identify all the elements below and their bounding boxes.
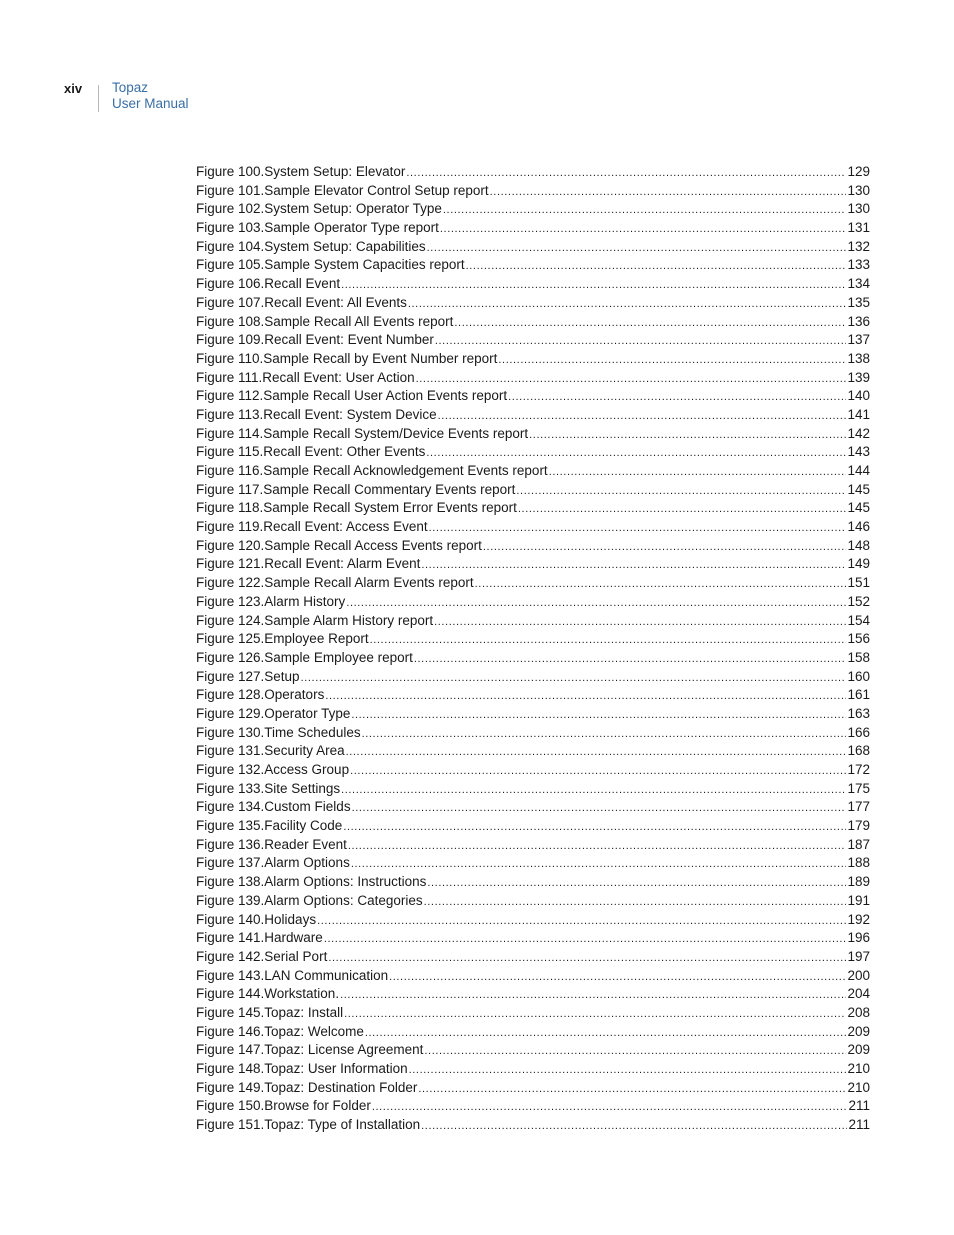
toc-entry-page-number: 163 (847, 705, 870, 721)
toc-entry-label: Figure 129.Operator Type (196, 705, 351, 721)
toc-entry-label: Figure 118.Sample Recall System Error Events report (196, 500, 517, 516)
toc-entry-label: Figure 107.Recall Event: All Events (196, 294, 407, 310)
toc-dot-leader (427, 239, 847, 257)
toc-entry-label: Figure 143.LAN Communication (196, 967, 389, 983)
running-header (112, 80, 189, 112)
toc-dot-leader (427, 874, 846, 892)
toc-entry-page-number: 138 (847, 350, 870, 366)
toc-entry-label: Figure 131.Security Area (196, 743, 345, 759)
toc-dot-leader (549, 463, 847, 481)
toc-dot-leader (324, 930, 847, 948)
toc-entry[interactable] (196, 256, 870, 275)
toc-entry-page-number: 131 (847, 220, 870, 236)
toc-entry[interactable] (196, 425, 870, 444)
toc-entry-page-number: 136 (847, 313, 870, 329)
toc-dot-leader (372, 1098, 848, 1116)
toc-dot-leader (435, 332, 847, 350)
toc-dot-leader (340, 986, 846, 1004)
toc-dot-leader (351, 855, 847, 873)
toc-entry[interactable] (196, 873, 870, 892)
toc-entry-page-number: 197 (847, 948, 870, 964)
toc-entry[interactable] (196, 387, 870, 406)
toc-dot-leader (346, 743, 847, 761)
toc-entry-page-number: 146 (847, 519, 870, 535)
toc-entry-label: Figure 139.Alarm Options: Categories (196, 892, 423, 908)
toc-entry-label: Figure 110.Sample Recall by Event Number report (196, 350, 498, 366)
page-number: xiv (64, 81, 83, 96)
toc-dot-leader (343, 818, 846, 836)
toc-entry-page-number: 161 (847, 687, 870, 703)
toc-entry-label: Figure 104.System Setup: Capabilities (196, 238, 426, 254)
toc-entry-label: Figure 128.Operators (196, 687, 325, 703)
toc-entry-page-number: 143 (847, 444, 870, 460)
toc-entry[interactable] (196, 929, 870, 948)
toc-entry[interactable] (196, 724, 870, 743)
toc-entry[interactable] (196, 761, 870, 780)
toc-entry-page-number: 168 (847, 743, 870, 759)
toc-dot-leader (440, 220, 847, 238)
toc-entry-page-number: 175 (847, 780, 870, 796)
toc-entry-page-number: 140 (847, 388, 870, 404)
toc-entry-page-number: 209 (847, 1023, 870, 1039)
toc-entry-page-number: 179 (847, 818, 870, 834)
toc-dot-leader (475, 575, 847, 593)
toc-entry-page-number: 151 (847, 575, 870, 591)
toc-entry-page-number: 145 (847, 500, 870, 516)
toc-dot-leader (426, 444, 846, 462)
toc-entry[interactable] (196, 574, 870, 593)
toc-entry-page-number: 139 (847, 369, 870, 385)
toc-entry[interactable] (196, 1116, 870, 1135)
toc-entry-page-number: 204 (847, 986, 870, 1002)
toc-entry-page-number: 187 (847, 836, 870, 852)
toc-entry[interactable] (196, 219, 870, 238)
toc-entry-page-number: 166 (847, 724, 870, 740)
toc-entry-label: Figure 136.Reader Event (196, 836, 347, 852)
toc-entry-label: Figure 120.Sample Recall Access Events report (196, 537, 482, 553)
toc-dot-leader (341, 781, 846, 799)
toc-dot-leader (424, 893, 847, 911)
toc-entry-page-number: 152 (847, 593, 870, 609)
toc-entry-page-number: 191 (847, 892, 870, 908)
toc-entry[interactable] (196, 1041, 870, 1060)
toc-entry[interactable] (196, 836, 870, 855)
toc-dot-leader (421, 1117, 847, 1135)
toc-entry-page-number: 132 (847, 238, 870, 254)
toc-entry-label: Figure 124.Sample Alarm History report (196, 612, 434, 628)
toc-dot-leader (434, 613, 846, 631)
toc-entry-label: Figure 112.Sample Recall User Action Events report (196, 388, 508, 404)
toc-entry[interactable] (196, 275, 870, 294)
toc-entry[interactable] (196, 668, 870, 687)
toc-entry-label: Figure 134.Custom Fields (196, 799, 351, 815)
toc-dot-leader (351, 706, 846, 724)
toc-entry-page-number: 149 (847, 556, 870, 572)
toc-entry-page-number: 137 (847, 332, 870, 348)
toc-entry-label: Figure 126.Sample Employee report (196, 649, 413, 665)
toc-entry-page-number: 145 (847, 481, 870, 497)
toc-entry[interactable] (196, 350, 870, 369)
toc-entry[interactable] (196, 537, 870, 556)
toc-entry[interactable] (196, 854, 870, 873)
toc-entry[interactable] (196, 462, 870, 481)
toc-entry-label: Figure 114.Sample Recall System/Device Events report (196, 425, 529, 441)
toc-entry-label: Figure 103.Sample Operator Type report (196, 220, 439, 236)
toc-entry[interactable] (196, 649, 870, 668)
toc-entry-page-number: 177 (847, 799, 870, 815)
toc-entry[interactable] (196, 331, 870, 350)
toc-entry[interactable] (196, 985, 870, 1004)
toc-entry-label: Figure 108.Sample Recall All Events report (196, 313, 454, 329)
toc-entry-label: Figure 127.Setup (196, 668, 300, 684)
toc-entry[interactable] (196, 200, 870, 219)
toc-entry-label: Figure 144.Workstation. (196, 986, 340, 1002)
toc-entry-label: Figure 109.Recall Event: Event Number (196, 332, 434, 348)
toc-entry[interactable] (196, 686, 870, 705)
toc-dot-leader (346, 594, 846, 612)
toc-dot-leader (325, 687, 846, 705)
toc-entry-label: Figure 142.Serial Port (196, 948, 328, 964)
toc-entry-label: Figure 138.Alarm Options: Instructions (196, 874, 427, 890)
toc-entry-page-number: 144 (847, 463, 870, 478)
toc-dot-leader (348, 837, 847, 855)
toc-entry-page-number: 192 (847, 911, 870, 927)
toc-entry[interactable] (196, 892, 870, 911)
toc-entry-label: Figure 130.Time Schedules (196, 724, 361, 740)
toc-entry-page-number: 208 (847, 1004, 870, 1020)
toc-entry-label: Figure 116.Sample Recall Acknowledgement Events report (196, 463, 548, 478)
toc-entry[interactable] (196, 443, 870, 462)
toc-entry-label: Figure 102.System Setup: Operator Type (196, 201, 442, 217)
toc-entry-label: Figure 146.Topaz: Welcome (196, 1023, 364, 1039)
toc-entry-page-number: 141 (847, 406, 870, 422)
toc-entry-label: Figure 133.Site Settings (196, 780, 341, 796)
toc-entry-page-number: 209 (847, 1042, 870, 1058)
toc-entry-label: Figure 111.Recall Event: User Action (196, 369, 415, 385)
toc-entry-label: Figure 117.Sample Recall Commentary Events report (196, 481, 516, 497)
toc-entry[interactable] (196, 1060, 870, 1079)
toc-entry-label: Figure 122.Sample Recall Alarm Events report (196, 575, 474, 591)
toc-entry-page-number: 211 (848, 1117, 870, 1133)
toc-entry-label: Figure 145.Topaz: Install (196, 1004, 344, 1020)
toc-dot-leader (529, 426, 846, 444)
toc-entry[interactable] (196, 817, 870, 836)
toc-entry[interactable] (196, 612, 870, 631)
toc-entry-label: Figure 105.Sample System Capacities report (196, 257, 465, 273)
toc-entry-page-number: 133 (847, 257, 870, 273)
toc-entry[interactable] (196, 705, 870, 724)
toc-entry[interactable] (196, 1023, 870, 1042)
toc-entry-page-number: 211 (848, 1098, 870, 1114)
toc-entry-label: Figure 151.Topaz: Type of Installation (196, 1117, 421, 1133)
toc-entry-page-number: 134 (847, 276, 870, 292)
toc-entry-label: Figure 119.Recall Event: Access Event (196, 519, 428, 535)
toc-dot-leader (438, 407, 847, 425)
toc-entry[interactable] (196, 1004, 870, 1023)
toc-entry-label: Figure 148.Topaz: User Information (196, 1061, 408, 1076)
toc-dot-leader (498, 351, 846, 369)
toc-entry[interactable] (196, 238, 870, 257)
toc-entry-label: Figure 135.Facility Code (196, 818, 343, 834)
toc-entry-page-number: 210 (847, 1061, 870, 1076)
toc-entry-page-number: 130 (847, 182, 870, 198)
toc-entry[interactable] (196, 1079, 870, 1098)
toc-entry-page-number: 210 (847, 1079, 870, 1095)
header-product-name: Topaz (112, 80, 149, 95)
toc-entry-label: Figure 115.Recall Event: Other Events (196, 444, 426, 460)
toc-entry-page-number: 188 (847, 855, 870, 871)
toc-entry[interactable] (196, 294, 870, 313)
toc-entry[interactable] (196, 182, 870, 201)
toc-entry[interactable] (196, 948, 870, 967)
toc-entry-page-number: 135 (847, 294, 870, 310)
toc-entry-page-number: 158 (847, 649, 870, 665)
list-of-figures (196, 163, 870, 1135)
toc-entry[interactable] (196, 1097, 870, 1116)
toc-entry-label: Figure 132.Access Group (196, 762, 350, 777)
header-document-name: User Manual (112, 96, 189, 111)
toc-dot-leader (429, 519, 847, 537)
toc-dot-leader (414, 650, 847, 668)
toc-entry-page-number: 196 (847, 930, 870, 946)
toc-entry-label: Figure 121.Recall Event: Alarm Event (196, 556, 421, 572)
toc-entry-label: Figure 113.Recall Event: System Device (196, 406, 437, 422)
toc-dot-leader (344, 1005, 846, 1023)
toc-entry-page-number: 160 (847, 668, 870, 684)
toc-dot-leader (424, 1042, 846, 1060)
toc-entry[interactable] (196, 742, 870, 761)
toc-dot-leader (508, 388, 846, 406)
toc-dot-leader (483, 538, 847, 556)
toc-dot-leader (421, 556, 846, 574)
toc-dot-leader (370, 631, 847, 649)
toc-dot-leader (454, 314, 846, 332)
toc-entry[interactable] (196, 406, 870, 425)
toc-dot-leader (341, 276, 846, 294)
toc-dot-leader (466, 257, 847, 275)
toc-entry-label: Figure 147.Topaz: License Agreement (196, 1042, 424, 1058)
toc-entry[interactable] (196, 593, 870, 612)
toc-entry-label: Figure 149.Topaz: Destination Folder (196, 1079, 418, 1095)
toc-entry[interactable] (196, 967, 870, 986)
toc-entry-label: Figure 140.Holidays (196, 911, 317, 927)
toc-dot-leader (365, 1024, 847, 1042)
toc-entry[interactable] (196, 518, 870, 537)
toc-dot-leader (350, 762, 846, 780)
toc-entry-page-number: 129 (847, 164, 870, 179)
toc-entry-page-number: 189 (847, 874, 870, 890)
toc-dot-leader (408, 295, 847, 313)
toc-dot-leader (328, 949, 846, 967)
toc-entry-label: Figure 101.Sample Elevator Control Setup report (196, 182, 489, 198)
toc-entry[interactable] (196, 911, 870, 930)
toc-dot-leader (409, 1061, 847, 1079)
toc-entry-page-number: 130 (847, 201, 870, 217)
toc-dot-leader (416, 370, 847, 388)
toc-dot-leader (317, 912, 846, 930)
toc-dot-leader (352, 799, 847, 817)
toc-dot-leader (518, 500, 847, 518)
toc-entry[interactable] (196, 313, 870, 332)
toc-entry-page-number: 148 (847, 537, 870, 553)
toc-entry[interactable] (196, 780, 870, 799)
toc-dot-leader (389, 968, 846, 986)
toc-entry-label: Figure 125.Employee Report (196, 631, 369, 647)
toc-entry-label: Figure 106.Recall Event (196, 276, 341, 292)
toc-entry[interactable] (196, 163, 870, 182)
toc-dot-leader (406, 164, 846, 182)
toc-dot-leader (490, 183, 847, 201)
toc-dot-leader (516, 482, 846, 500)
toc-entry-page-number: 142 (847, 425, 870, 441)
toc-dot-leader (443, 201, 847, 219)
toc-entry[interactable] (196, 499, 870, 518)
toc-entry-label: Figure 123.Alarm History (196, 593, 346, 609)
toc-entry[interactable] (196, 481, 870, 500)
toc-dot-leader (301, 669, 847, 687)
toc-entry-page-number: 156 (847, 631, 870, 647)
toc-entry-page-number: 154 (847, 612, 870, 628)
toc-entry[interactable] (196, 630, 870, 649)
header-divider (98, 85, 99, 112)
toc-entry[interactable] (196, 555, 870, 574)
toc-dot-leader (362, 725, 847, 743)
toc-entry-label: Figure 137.Alarm Options (196, 855, 350, 871)
toc-entry-label: Figure 100.System Setup: Elevator (196, 164, 406, 179)
toc-entry-label: Figure 150.Browse for Folder (196, 1098, 371, 1114)
toc-entry[interactable] (196, 369, 870, 388)
toc-entry-page-number: 200 (847, 967, 870, 983)
toc-entry-label: Figure 141.Hardware (196, 930, 323, 946)
toc-dot-leader (418, 1080, 846, 1098)
toc-entry-page-number: 172 (847, 762, 870, 777)
toc-entry[interactable] (196, 798, 870, 817)
